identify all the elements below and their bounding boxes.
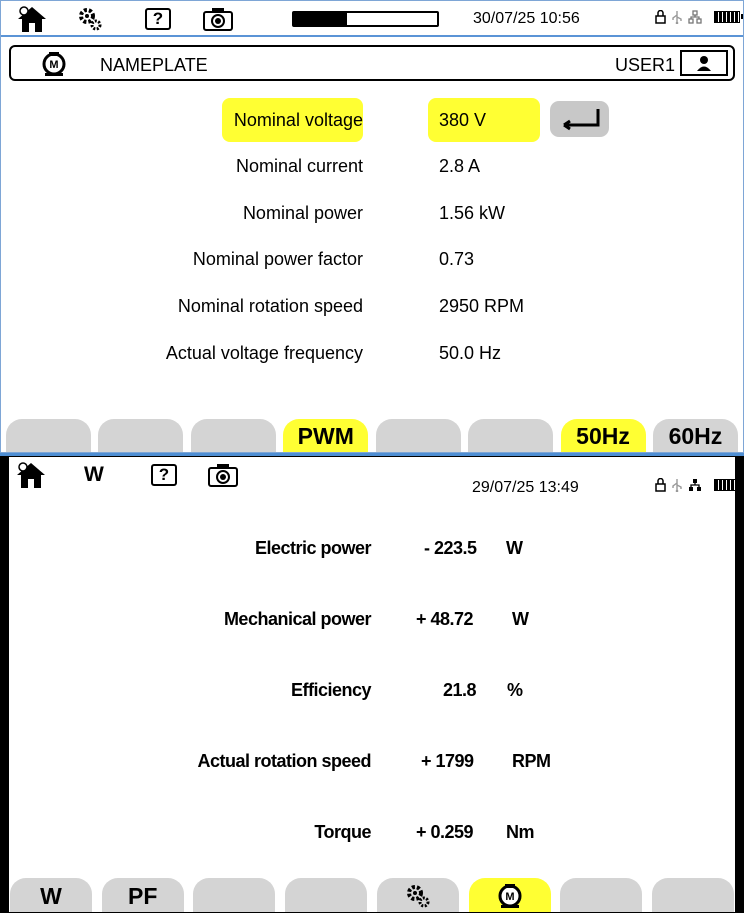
- motor-icon: [41, 51, 67, 82]
- nameplate-label: Nominal current: [235, 156, 363, 176]
- nameplate-label: Nominal rotation speed: [177, 296, 363, 316]
- tab-empty-2[interactable]: [98, 419, 183, 453]
- function-tabs: [9, 878, 735, 913]
- measurement-unit: W: [512, 609, 529, 629]
- status-bar: [9, 457, 735, 496]
- system-icons: [655, 478, 740, 492]
- nameplate-value: 1.56 kW: [439, 203, 506, 223]
- measurement-unit: Nm: [506, 822, 535, 842]
- datetime: 30/07/25 10:56: [473, 10, 580, 27]
- battery-icon: [714, 11, 740, 23]
- usb-icon: [670, 478, 684, 492]
- measurement-label: Electric power: [254, 538, 371, 558]
- measurement-unit: %: [507, 680, 523, 700]
- measurement-row: [9, 747, 735, 777]
- svg-text:M: M: [49, 59, 59, 71]
- user-name: USER1: [614, 55, 675, 75]
- nameplate-value[interactable]: 380 V: [439, 110, 487, 130]
- nameplate-value: 2.8 A: [439, 156, 481, 176]
- settings-gear-icon: [405, 883, 431, 909]
- measurement-row: [9, 676, 735, 706]
- measurement-unit: W: [506, 538, 523, 558]
- nameplate-row[interactable]: [1, 331, 744, 375]
- nameplate-value: 2950 RPM: [439, 296, 525, 316]
- nameplate-row[interactable]: [1, 284, 744, 328]
- measurement-row: [9, 534, 735, 564]
- tab-pwm[interactable]: [283, 419, 368, 453]
- nameplate-label: Nominal power: [242, 203, 363, 223]
- tab-settings-gear[interactable]: [377, 878, 459, 913]
- tab-60hz[interactable]: [653, 419, 738, 453]
- tab-empty-4[interactable]: [285, 878, 367, 913]
- tab-empty-7[interactable]: [560, 878, 642, 913]
- tab-label: W: [40, 882, 62, 909]
- home-icon[interactable]: [14, 461, 48, 489]
- progress-fill: [294, 13, 347, 25]
- status-bar: [1, 1, 743, 37]
- measurement-row: [9, 605, 735, 635]
- tab-label: 60Hz: [668, 423, 723, 449]
- watt-mode-icon[interactable]: W: [84, 463, 104, 486]
- tab-empty-1[interactable]: [6, 419, 91, 453]
- settings-gear-icon[interactable]: [77, 5, 103, 33]
- lock-icon: [655, 10, 666, 24]
- measurement-label: Mechanical power: [223, 609, 371, 629]
- help-icon[interactable]: [151, 461, 177, 489]
- lock-icon: [655, 478, 666, 492]
- page-title: NAMEPLATE: [100, 55, 208, 75]
- nameplate-value: 0.73: [439, 249, 475, 269]
- nameplate-row[interactable]: [1, 237, 744, 281]
- nameplate-value: 50.0 Hz: [439, 343, 502, 363]
- tab-empty-8[interactable]: [652, 878, 734, 913]
- nameplate-row[interactable]: [1, 144, 744, 188]
- progress-bar: [292, 11, 439, 27]
- measurement-value: 21.8: [443, 680, 477, 700]
- enter-button[interactable]: [550, 101, 609, 137]
- measurement-label: Actual rotation speed: [197, 751, 371, 771]
- tab-motor[interactable]: [469, 878, 551, 913]
- network-icon: [688, 10, 702, 24]
- measurement-value: - 223.5: [424, 538, 477, 558]
- tab-50hz[interactable]: [561, 419, 646, 453]
- tab-label: 50Hz: [576, 423, 630, 449]
- title-bar: [9, 45, 735, 81]
- nameplate-label: Nominal power factor: [192, 249, 363, 269]
- measurement-label: Torque: [314, 822, 371, 842]
- tab-label: PWM: [297, 423, 354, 449]
- nameplate-screen: [0, 0, 744, 453]
- enter-icon: [550, 101, 609, 137]
- usb-icon: [670, 10, 684, 24]
- measurement-row: [9, 818, 735, 848]
- nameplate-row[interactable]: [1, 98, 744, 142]
- measurement-value: + 48.72: [416, 609, 474, 629]
- network-icon: [688, 478, 702, 492]
- measurement-value: + 1799: [421, 751, 474, 771]
- tab-empty-6[interactable]: [468, 419, 553, 453]
- system-icons: [655, 10, 740, 24]
- nameplate-label: Nominal voltage: [233, 110, 363, 130]
- motor-icon: [497, 883, 523, 909]
- datetime: 29/07/25 13:49: [472, 479, 579, 496]
- tab-empty-5[interactable]: [376, 419, 461, 453]
- camera-icon[interactable]: [203, 5, 233, 33]
- tab-empty-3[interactable]: [191, 419, 276, 453]
- measurement-value: + 0.259: [416, 822, 474, 842]
- camera-icon[interactable]: [208, 461, 238, 489]
- battery-icon: [714, 479, 740, 491]
- nameplate-row[interactable]: [1, 191, 744, 235]
- user-avatar-icon[interactable]: [680, 50, 728, 76]
- measurement-screen: [0, 456, 744, 913]
- measurement-unit: RPM: [512, 751, 551, 771]
- tab-pf[interactable]: [102, 878, 184, 913]
- tab-empty-3[interactable]: [193, 878, 275, 913]
- svg-text:M: M: [504, 891, 515, 903]
- function-tabs: [1, 419, 743, 453]
- tab-label: PF: [128, 882, 158, 909]
- help-glyph: ?: [151, 464, 177, 486]
- nameplate-label: Actual voltage frequency: [165, 343, 363, 363]
- measurement-label: Efficiency: [290, 680, 371, 700]
- help-icon[interactable]: [145, 5, 171, 33]
- home-icon[interactable]: [15, 5, 49, 33]
- help-glyph: ?: [145, 8, 171, 30]
- tab-w[interactable]: [10, 878, 92, 913]
